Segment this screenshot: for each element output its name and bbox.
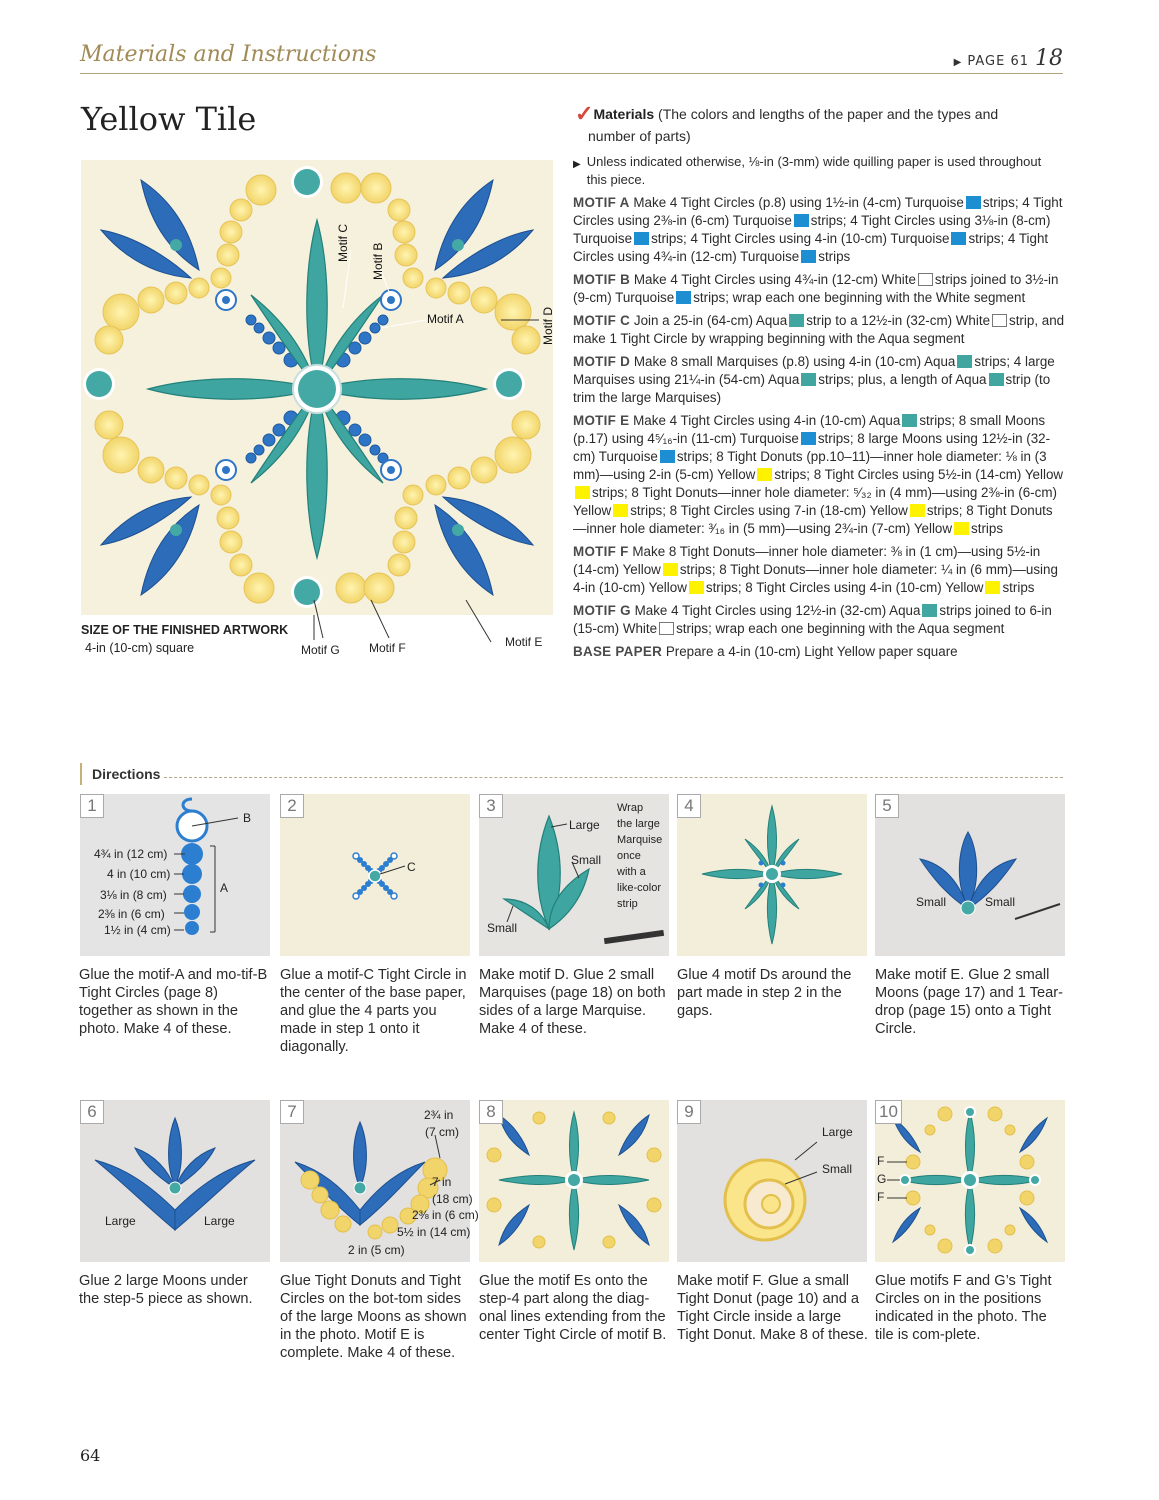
step-1-photo [80,794,270,956]
materials-note-text: Unless indicated otherwise, ⅛-in (3-mm) wide quilling paper is used throughout this piece. [586,154,1042,187]
color-swatch [966,196,981,209]
motif-text: strips; 4 Tight Circles using 3⅛-in (8-cm) Turquoise [573,213,1051,246]
color-swatch [613,504,628,517]
motif-text: strips joined to 6-in (15-cm) White [573,603,1052,636]
step-1-text: Glue the motif-A and mo-tif-B Tight Circles (page 8) together as shown in the photo. Make 4 of these. [79,967,268,1037]
triangle-right-icon: ▶ [953,57,962,68]
label-motif-b: Motif B [371,242,385,280]
motif-text: strips [818,249,851,264]
motif-text: Join a 25-in (64-cm) Aqua [633,313,788,328]
step-number: 6 [80,1100,104,1124]
wrap-line: the large [617,818,660,830]
color-swatch [789,314,804,327]
checkmark-icon: ✓ [575,101,594,126]
motif-text: strips; wrap each one beginning with the White segment [693,290,1026,305]
step1-label-l3: 3⅛ in (8 cm) [100,888,167,902]
step-5-text: Make motif E. Glue 2 small Moons (page 17) and 1 Tear-drop (page 15) onto a Tight Circle. [875,967,1063,1037]
heading-bar [80,763,82,785]
step-3-photo [479,794,669,956]
step3-label-small1: Small [571,853,602,867]
materials-heading-note: (The colors and lengths of the paper and the types and [658,106,999,122]
triangle-right-icon: ▶ [573,159,581,170]
step1-label-b: B [243,811,252,825]
step-10-photo [875,1100,1065,1262]
wrap-line: once [617,850,641,862]
motif-text: strips; plus, a length of Aqua [818,372,987,387]
label-motif-d: Motif D [541,306,555,345]
step10-label-f2: F [877,1190,885,1204]
motif-name: BASE PAPER [573,644,663,659]
motif-text: strips; wrap each one beginning with the Aqua segment [676,621,1005,636]
step7-label-l1b: (7 cm) [425,1125,459,1139]
step5-label-small1: Small [916,895,947,909]
step-number: 5 [875,794,899,818]
motif-name: MOTIF G [573,603,631,618]
label-motif-f: Motif F [369,641,406,655]
page-ref-prefix: PAGE 61 [967,54,1029,69]
wrap-line: Marquise [617,834,663,846]
directions-heading [80,763,1063,785]
motif-text: strips; 8 large Moons using 12½-in (32-cm) Turquoise [573,431,1051,464]
wrap-line: like-color [617,882,662,894]
motif-entry [573,312,1065,348]
step1-label-l4: 2⅜ in (6 cm) [98,907,165,921]
page-reference [954,46,1063,71]
motif-text: strips; 8 Tight Circles using 7-in (18-cm) Yellow [630,503,908,518]
motif-text: Make 4 Tight Circles using 4¾-in (12-cm) White [633,272,916,287]
motif-text: Make 4 Tight Circles using 12½-in (32-cm) Aqua [634,603,921,618]
motif-name: MOTIF C [573,313,631,328]
motif-text: strips; 8 Tight Donuts (pp.10–11)—inner hole diameter: ⅛ in (3 mm)—using 2-in (5-cm) Yellow [573,449,1047,482]
step-number: 4 [677,794,701,818]
motif-name: MOTIF D [573,354,631,369]
materials-heading-note-2: number of parts) [588,128,691,144]
color-swatch [954,522,969,535]
motif-entry [573,543,1065,597]
motif-text: strips joined to 3½-in (9-cm) Turquoise [573,272,1059,305]
color-swatch [801,432,816,445]
step-5-illustration [875,794,1065,956]
color-swatch [922,604,937,617]
step7-label-l3: 2⅜ in (6 cm) [412,1208,479,1222]
step9-label-small: Small [822,1162,853,1176]
color-swatch [951,232,966,245]
motif-text: Make 4 Tight Circles using 4-in (10-cm) Aqua [633,413,901,428]
label-motif-e: Motif E [505,635,543,649]
step3-wrap-note [617,800,662,912]
color-swatch [794,214,809,227]
color-swatch [992,314,1007,327]
step-6-illustration [80,1100,270,1262]
finished-size [81,623,288,655]
motif-name: MOTIF F [573,544,629,559]
step-10-illustration [875,1100,1065,1262]
step-4-illustration [677,794,867,956]
step-2-photo [280,794,470,956]
color-swatch [957,355,972,368]
motif-text: strips; 8 Tight Circles using 5½-in (14-cm) Yellow [774,467,1064,482]
motif-text: strips; 4 Tight Circles using 4-in (10-cm) Turquoise [651,231,950,246]
step-number: 1 [80,794,104,818]
motif-text: strip to a 12½-in (32-cm) White [806,313,991,328]
motif-text: strips [971,521,1004,536]
color-swatch [663,563,678,576]
color-swatch [660,450,675,463]
step-8-photo [479,1100,669,1262]
motif-text: strip (to trim the large Marquises) [573,372,1051,405]
main-artwork-photo [81,160,553,615]
step2-label-c: C [407,860,416,874]
motif-entry [573,353,1065,407]
step1-label-l2: 4 in (10 cm) [107,867,171,881]
step-9-photo [677,1100,867,1262]
motif-text: strips [1002,580,1035,595]
step-3-text: Make motif D. Glue 2 small Marquises (page 18) on both sides of a large Marquise. Make 4 of these. [479,967,666,1037]
step-6-text: Glue 2 large Moons under the step-5 piece as shown. [79,1273,253,1307]
motif-text: strip, and make 1 Tight Circle by wrapping beginning with the Aqua segment [573,313,1065,346]
section-title: Materials and Instructions [80,42,377,67]
step7-label-l1a: 2¾ in [424,1108,454,1122]
materials-note [573,153,1065,189]
color-swatch [985,581,1000,594]
color-swatch [659,622,674,635]
step-number: 3 [479,794,503,818]
step-number: 7 [280,1100,304,1124]
step-2-illustration [280,794,470,956]
motif-list [573,194,1065,661]
materials-label: Materials [593,106,655,122]
step-10-text: Glue motifs F and G’s Tight Circles on in the positions indicated in the photo. The tile is com-plete. [875,1273,1052,1343]
step7-label-l2b: (18 cm) [432,1192,473,1206]
step-number: 2 [280,794,304,818]
step1-label-a: A [220,881,229,895]
step1-label-l1: 4¾ in (12 cm) [94,847,168,861]
page-title: Yellow Tile [81,100,257,138]
motif-entry [573,602,1065,638]
step-number: 9 [677,1100,701,1124]
step-4-text: Glue 4 motif Ds around the part made in step 2 in the gaps. [677,967,852,1019]
label-motif-c: Motif C [336,223,350,262]
motif-text: Make 4 Tight Circles (p.8) using 1½-in (4-cm) Turquoise [633,195,964,210]
wrap-line: strip [617,898,638,910]
step-number: 8 [479,1100,503,1124]
motif-text: Make 8 Tight Donuts—inner hole diameter: ⅜ in (1 cm)—using 5½-in (14-cm) Yellow [573,544,1041,577]
step1-label-l5: 1½ in (4 cm) [104,923,171,937]
step-7-photo [280,1100,479,1262]
step10-label-g: G [877,1172,887,1186]
materials-list [573,103,1065,661]
step-5-photo [875,794,1065,956]
motif-entry [573,271,1065,307]
motif-entry [573,643,1065,661]
step5-label-small2: Small [985,895,1016,909]
motif-text: strips; 8 Tight Donuts—inner hole diameter: ⁵⁄₃₂ in (4 mm)—using 2⅜-in (6-cm) Yellow [573,485,1057,518]
motif-text: strips; 8 Tight Circles using 4-in (10-cm) Yellow [705,580,984,595]
motif-text: Make 8 small Marquises (p.8) using 4-in (10-cm) Aqua [633,354,956,369]
motif-entry [573,194,1065,266]
color-swatch [634,232,649,245]
step3-label-small2: Small [487,921,518,935]
color-swatch [989,373,1004,386]
color-swatch [801,250,816,263]
wrap-line: with a [617,866,646,878]
step3-label-large: Large [569,818,600,832]
step9-label-large: Large [822,1125,853,1139]
step-4-photo [677,794,867,956]
color-swatch [902,414,917,427]
directions-title: Directions [92,766,161,782]
motif-text: strips; 8 Tight Donuts—inner hole diameter: ³⁄₁₆ in (5 mm)—using 2¾-in (7-cm) Yellow [573,503,1053,536]
step7-label-l4: 5½ in (14 cm) [397,1225,471,1239]
motif-text: strips; 4 Tight Circles using 2⅜-in (6-cm) Turquoise [573,195,1063,228]
label-motif-g: Motif G [301,643,340,657]
running-header [80,42,1063,74]
page-ref-number: 18 [1035,46,1063,71]
dotted-rule [164,777,1063,778]
wrap-line: Wrap [617,802,644,814]
motif-text: strips; 8 Tight Donuts—inner hole diameter: ¼ in (6 mm)—using 4-in (10-cm) Yellow [573,562,1058,595]
color-swatch [801,373,816,386]
step-6-photo [80,1100,270,1262]
label-motif-a: Motif A [427,312,464,326]
color-swatch [910,504,925,517]
size-title: SIZE OF THE FINISHED ARTWORK [81,623,289,637]
motif-text: strips; 8 small Moons (p.17) using 4⁵⁄₁₆-in (11-cm) Turquoise [573,413,1046,446]
step-8-text: Glue the motif Es onto the step-4 part along the diag-onal lines extending from the center Tight Circle of motif B. [479,1273,667,1343]
color-swatch [757,468,772,481]
motif-text: strips; 4 Tight Circles using 4¾-in (12-cm) Turquoise [573,231,1049,264]
step7-label-l2a: 7 in [432,1175,452,1189]
motif-name: MOTIF E [573,413,630,428]
step10-label-f1: F [877,1154,885,1168]
step6-label-large1: Large [105,1214,136,1228]
motif-name: MOTIF A [573,195,630,210]
motif-text: Prepare a 4-in (10-cm) Light Yellow paper square [665,644,958,659]
step-number: 10 [875,1100,902,1124]
color-swatch [575,486,590,499]
step6-label-large2: Large [204,1214,235,1228]
motif-text: strips; 4 large Marquises using 21¼-in (54-cm) Aqua [573,354,1055,387]
step-7-text: Glue Tight Donuts and Tight Circles on the bot-tom sides of the large Moons as shown in the photo. Motif E is complete. Make 4 of these. [280,1273,467,1361]
page-number: 64 [80,1446,101,1465]
step-2-text: Glue a motif-C Tight Circle in the center of the base paper, and glue the 4 parts you made in step 1 onto it diagonally. [280,967,467,1055]
size-value: 4-in (10-cm) square [85,641,195,655]
step7-label-l5: 2 in (5 cm) [348,1243,405,1257]
color-swatch [918,273,933,286]
color-swatch [689,581,704,594]
motif-entry [573,412,1065,538]
motif-name: MOTIF B [573,272,631,287]
quilled-tile-illustration [81,160,553,615]
materials-heading [575,103,1065,147]
step-9-text: Make motif F. Glue a small Tight Donut (page 10) and a Tight Circle inside a large Tight Donut. Make 8 of these. [677,1273,868,1343]
step-8-illustration [479,1100,669,1262]
color-swatch [676,291,691,304]
